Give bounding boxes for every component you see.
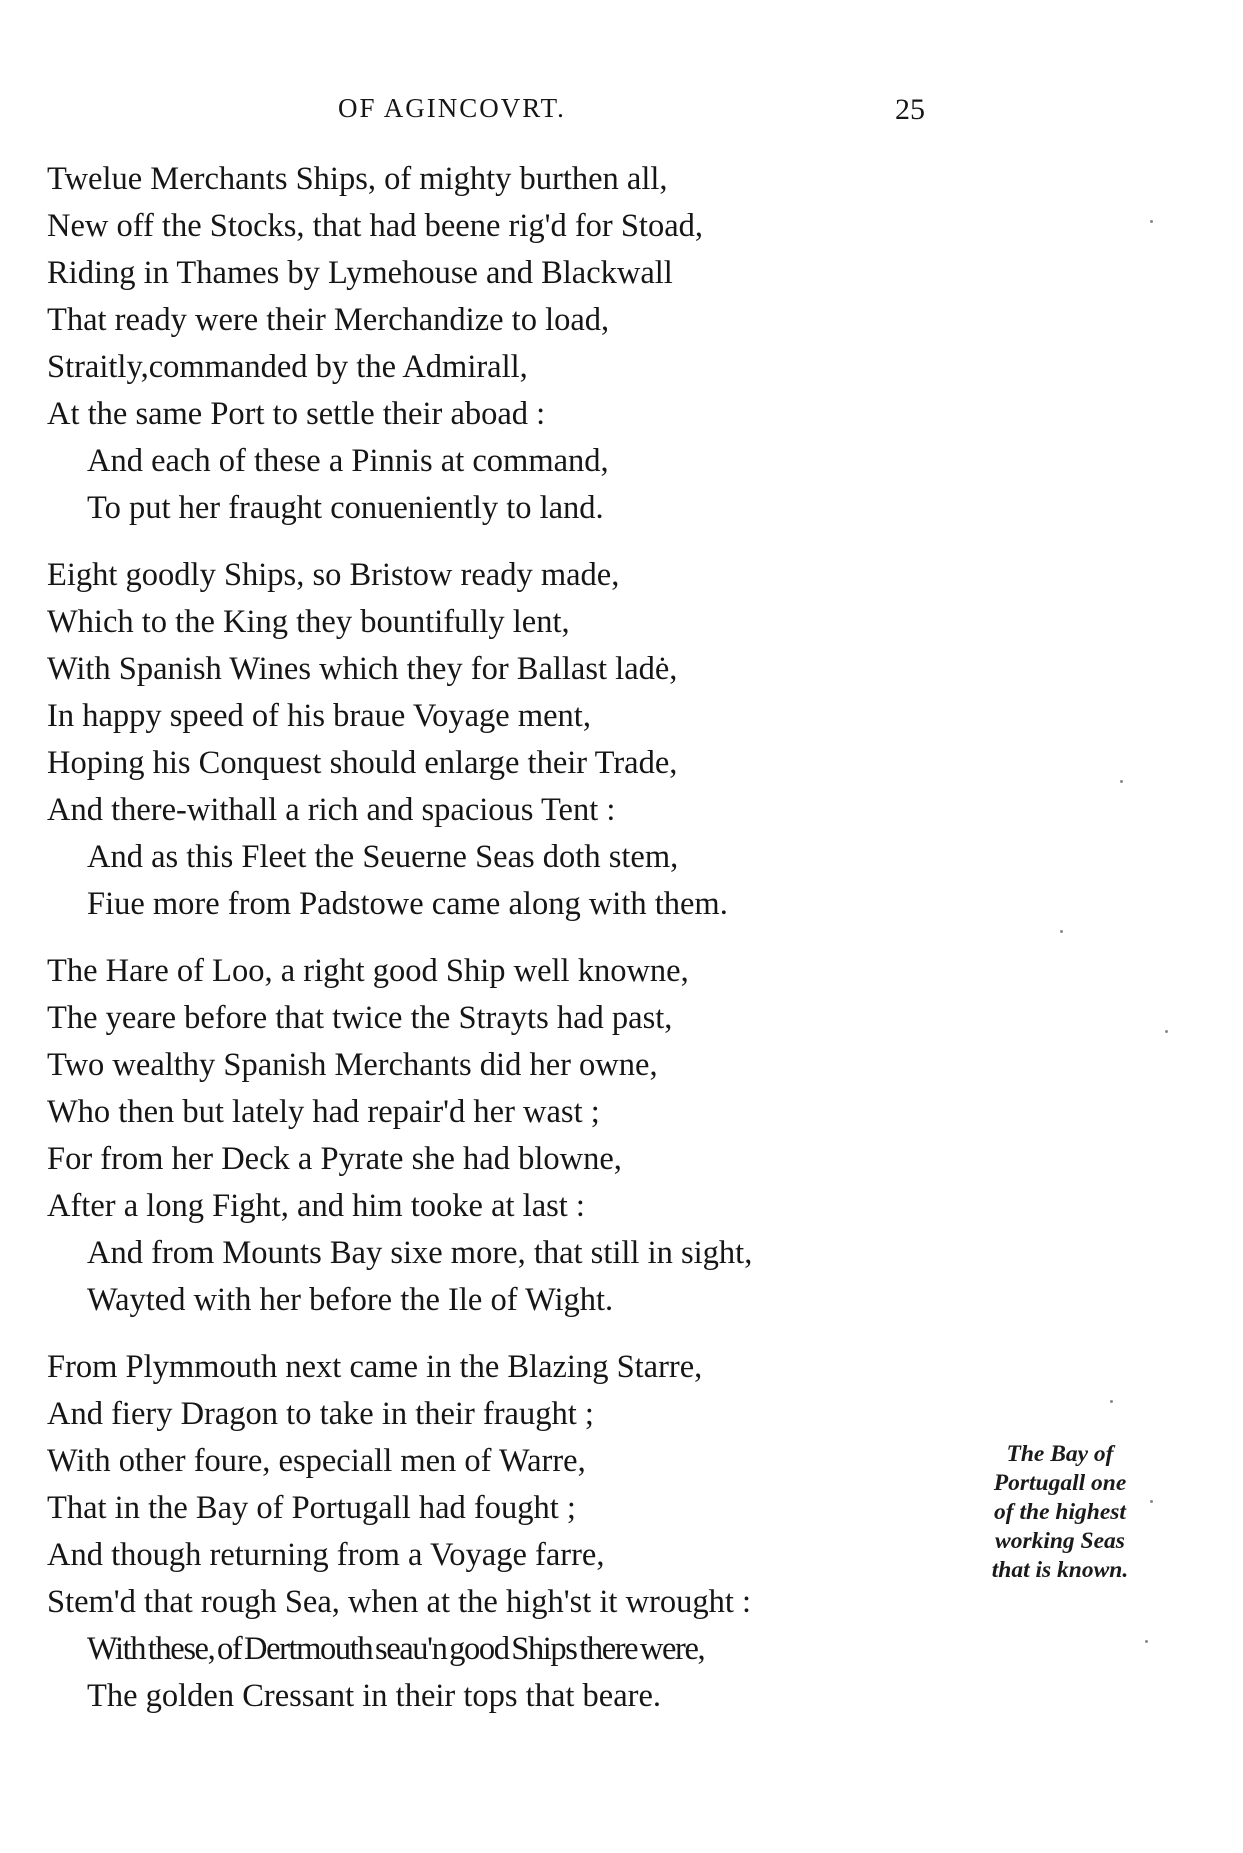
verse-line: From Plymmouth next came in the Blazing Starre, xyxy=(47,1349,703,1385)
stanza xyxy=(47,1344,947,1720)
verse-line: Riding in Thames by Lymehouse and Blackwall xyxy=(47,255,673,291)
verse-line: In happy speed of his braue Voyage ment, xyxy=(47,698,591,734)
verse-line: Twelue Merchants Ships, of mighty burthen all, xyxy=(47,161,668,197)
marginal-note-line: that is known. xyxy=(991,1557,1129,1583)
verse-line-indented: And each of these a Pinnis at command, xyxy=(87,443,609,479)
marginal-note-line: Portugall one xyxy=(993,1470,1127,1496)
stanza xyxy=(47,948,947,1324)
verse-line: At the same Port to settle their aboad : xyxy=(47,396,546,432)
poem xyxy=(47,156,947,1740)
page-number: 25 xyxy=(895,93,925,126)
marginal-note-line: of the highest xyxy=(994,1499,1126,1525)
verse-line-indented: Fiue more from Padstowe came along with them. xyxy=(87,886,728,922)
verse-line-indented: And from Mounts Bay sixe more, that still in sight, xyxy=(87,1235,753,1271)
scan-speck xyxy=(1120,780,1123,783)
verse-line-indented: To put her fraught conueniently to land. xyxy=(87,490,604,526)
stanza xyxy=(47,156,947,532)
marginal-note-line: The Bay of xyxy=(1006,1441,1114,1467)
verse-line-indented: The golden Cressant in their tops that beare. xyxy=(87,1678,662,1714)
verse-line: Which to the King they bountifully lent, xyxy=(47,604,570,640)
verse-line: Stem'd that rough Sea, when at the high'st it wrought : xyxy=(47,1584,752,1620)
verse-line: That in the Bay of Portugall had fought ; xyxy=(47,1490,576,1526)
scan-speck xyxy=(1150,1500,1153,1503)
scan-speck xyxy=(1145,1640,1148,1643)
verse-line: And though returning from a Voyage farre, xyxy=(47,1537,605,1573)
stanza xyxy=(47,552,947,928)
verse-line: The Hare of Loo, a right good Ship well knowne, xyxy=(47,953,689,989)
scan-speck xyxy=(1060,930,1063,933)
verse-line: Two wealthy Spanish Merchants did her owne, xyxy=(47,1047,658,1083)
verse-line-indented: Wayted with her before the Ile of Wight. xyxy=(87,1282,614,1318)
verse-line: For from her Deck a Pyrate she had blowne, xyxy=(47,1141,622,1177)
running-head xyxy=(0,88,1243,132)
verse-line: That ready were their Merchandize to load, xyxy=(47,302,610,338)
scan-speck xyxy=(1165,1030,1168,1033)
verse-line: The yeare before that twice the Strayts had past, xyxy=(47,1000,673,1036)
scan-speck xyxy=(1150,220,1153,223)
verse-line: And there-withall a rich and spacious Tent : xyxy=(47,792,616,828)
verse-line-indented: With these, of Dertmouth seau'n good Ships there were, xyxy=(87,1631,705,1667)
verse-line-indented: And as this Fleet the Seuerne Seas doth stem, xyxy=(87,839,679,875)
marginal-note-line: working Seas xyxy=(995,1528,1125,1554)
verse-line: After a long Fight, and him tooke at last : xyxy=(47,1188,585,1224)
verse-line: Eight goodly Ships, so Bristow ready made, xyxy=(47,557,620,593)
verse-line: With Spanish Wines which they for Ballast ladė, xyxy=(47,651,678,687)
verse-line: And fiery Dragon to take in their fraught ; xyxy=(47,1396,594,1432)
running-title: OF AGINCOVRT. xyxy=(338,93,566,123)
verse-line: Straitly,commanded by the Admirall, xyxy=(47,349,528,385)
verse-line: With other foure, especiall men of Warre, xyxy=(47,1443,586,1479)
marginal-note xyxy=(950,1440,1170,1585)
scan-speck xyxy=(1110,1400,1113,1403)
verse-line: Who then but lately had repair'd her wast ; xyxy=(47,1094,600,1130)
verse-line: Hoping his Conquest should enlarge their Trade, xyxy=(47,745,678,781)
verse-line: New off the Stocks, that had beene rig'd for Stoad, xyxy=(47,208,703,244)
